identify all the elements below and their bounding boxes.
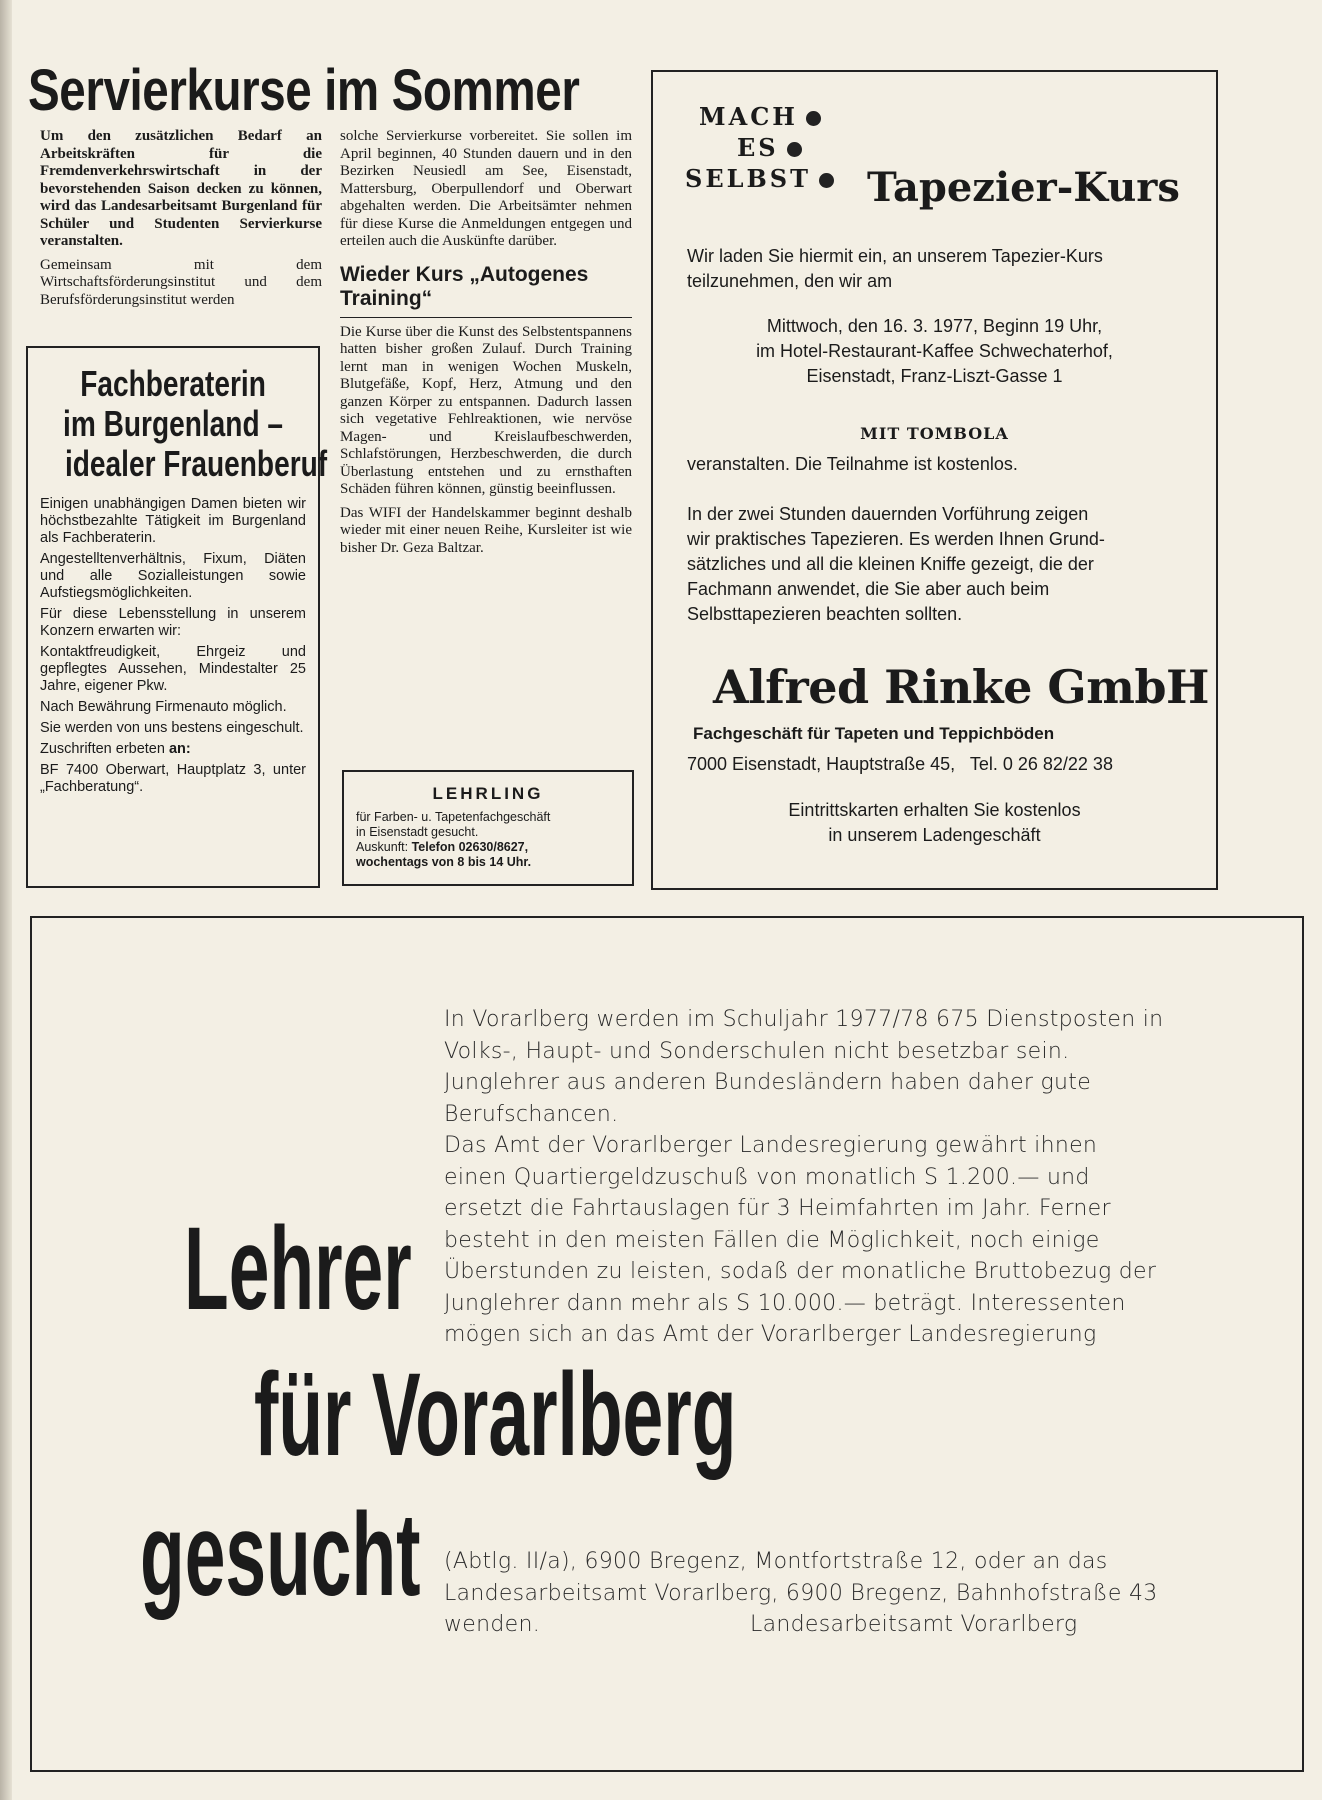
- lehrer-vorarlberg-ad: [30, 916, 1304, 1772]
- fachberaterin-ad: [26, 346, 328, 888]
- tapezier-invite: Wir laden Sie hiermit ein, an unserem Tapezier-Kurs teilzunehmen, den wir am: [687, 246, 1103, 291]
- article-column-2: [340, 128, 632, 563]
- fach-ad-address: BF 7400 Oberwart, Hauptplatz 3, unter „Fachberatung“.: [40, 762, 306, 795]
- article-paragraph: solche Servierkurse vorbereitet. Sie sollen im April beginnen, 40 Stunden dauern und in den Bezirken Neusiedl am See, Eisenstadt, Mattersburg, Oberpullendorf und Oberwart abgehalten werden. Die Arbeitsämter nehmen für diese Kurse die Anmeldungen entgegen und erteilen auch die Auskünfte darüber.: [340, 128, 632, 249]
- article2-paragraph: Die Kurse über die Kunst des Selbstentspannens hatten bisher großen Zulauf. Durch Training lernt man in wenigen Wochen Muskeln, Blutgefäße, Kopf, Herz, Atmung und den ganzen Körper zu entspannen. Dadurch lassen sich vegetative Fehlreaktionen, wie nervöse Magen- und Kreislaufbeschwerden, Schlafstörungen, Herzbeschwerden, die durch Überlastung entstehen und zu ernsthaften Schäden führen können, günstig beeinflussen.: [340, 323, 632, 497]
- fach-ad-title: Fachberaterin im Burgenland – idealer Frauenberuf: [62, 363, 328, 484]
- bullet-icon: [819, 173, 834, 188]
- fach-ad-paragraph: Angestelltenverhältnis, Fixum, Diäten und alle Sozialleistungen sowie Aufstiegsmöglichkeiten.: [40, 551, 306, 601]
- company-tagline: Fachgeschäft für Tapeten und Teppichböden: [693, 724, 1055, 743]
- fach-ad-paragraph: Einigen unabhängigen Damen bieten wir höchstbezahlte Tätigkeit im Burgenland als Fachberaterin.: [40, 496, 306, 546]
- lehrer-contact: (Abtlg. II/a), 6900 Bregenz, Montfortstraße 12, oder an das Landesarbeitsamt Vorarlberg, 6900 Bregenz, Bahnhofstraße 43 wenden. Landesarbeitsamt Vorarlberg: [444, 1549, 1158, 1637]
- article-column-1: [40, 128, 322, 315]
- tapezier-tickets: Eintrittskarten erhalten Sie kostenlos in unserem Ladengeschäft: [788, 800, 1081, 845]
- tapezier-event-details: Mittwoch, den 16. 3. 1977, Beginn 19 Uhr, im Hotel-Restaurant-Kaffee Schwechaterhof, Eisenstadt, Franz-Liszt-Gasse 1: [756, 316, 1113, 386]
- fach-ad-paragraph: Kontaktfreudigkeit, Ehrgeiz und gepflegtes Aussehen, Mindestalter 25 Jahre, eigener Pkw.: [40, 644, 306, 694]
- tapezier-kurs-ad: [651, 70, 1218, 890]
- lehrer-big-1: Lehrer: [184, 1203, 412, 1335]
- lehrling-ad: [342, 770, 634, 886]
- fach-ad-paragraph: Zuschriften erbeten an:: [40, 741, 191, 757]
- company-contact: 7000 Eisenstadt, Hauptstraße 45, Tel. 0 26 82/22 38: [687, 754, 1113, 774]
- lehrling-body: für Farben- u. Tapetenfachgeschäft in Eisenstadt gesucht. Auskunft: Telefon 02630/8627, wochentags von 8 bis 14 Uhr.: [356, 810, 551, 869]
- fach-ad-paragraph: Nach Bewährung Firmenauto möglich.: [40, 699, 287, 715]
- bullet-icon: [806, 111, 821, 126]
- lehrer-body: In Vorarlberg werden im Schuljahr 1977/78 675 Dienstposten in Volks-, Haupt- und Sonderschulen nicht besetzbar sein. Junglehrer aus anderen Bundesländern haben daher gute Berufschancen. Das Amt der Vorarlberger Landesregierung gewährt ihnen einen Quartiergeldzuschuß von monatlich S 1.200.— und ersetzt die Fahrtauslagen für 3 Heimfahrten im Jahr. Ferner besteht in den meisten Fällen die Möglichkeit, noch einige Überstunden zu leisten, sodaß der monatliche Bruttobezug der Junglehrer dann mehr als S 10.000.— beträgt. Interessenten mögen sich an das Amt der Vorarlberger Landesregierung: [444, 1007, 1164, 1347]
- article2-paragraph: Das WIFI der Handelskammer beginnt deshalb wieder mit einer neuen Reihe, Kursleiter ist wie bisher Dr. Geza Baltzar.: [340, 504, 632, 556]
- article2-headline: Wieder Kurs „Autogenes Training“: [340, 263, 632, 318]
- lehrer-signature: Landesarbeitsamt Vorarlberg: [750, 1612, 1078, 1637]
- fach-ad-body: [40, 496, 306, 796]
- bullet-icon: [787, 142, 802, 157]
- mach-es-selbst-block: MACH ES SELBST: [685, 102, 834, 193]
- tapezier-description: In der zwei Stunden dauernden Vorführung zeigen wir praktisches Tapezieren. Es werden Ihnen Grund- sätzliches und all die kleinen Kniffe gezeigt, die der Fachmann anwendet, die Sie aber auch beim Selbsttapezieren beachten sollten.: [687, 504, 1105, 624]
- lehrer-big-2: für Vorarlberg: [254, 1349, 737, 1481]
- fach-ad-paragraph: Für diese Lebensstellung in unserem Konzern erwarten wir:: [40, 606, 306, 639]
- article-paragraph: Gemeinsam mit dem Wirtschaftsförderungsinstitut und dem Berufsförderungsinstitut werden: [40, 256, 322, 308]
- tapezier-free: veranstalten. Die Teilnahme ist kostenlos.: [687, 454, 1018, 474]
- article-lead: Um den zusätzlichen Bedarf an Arbeitskräften für die Fremdenverkehrswirtschaft in der bevorstehenden Saison decken zu können, wird das Landesarbeitsamt Burgenland für Schüler und Studenten Servierkurse veranstalten.: [40, 128, 322, 249]
- page-edge: [0, 0, 12, 1800]
- lehrer-big-3: gesucht: [140, 1489, 421, 1621]
- article-headline: Servierkurse im Sommer: [28, 58, 580, 123]
- company-name: Alfred Rinke GmbH: [713, 660, 1210, 714]
- lehrling-title: LEHRLING: [432, 784, 544, 803]
- tapezier-title: Tapezier-Kurs: [867, 164, 1180, 211]
- fach-ad-paragraph: Sie werden von uns bestens eingeschult.: [40, 720, 304, 736]
- tombola-label: MIT TOMBOLA: [860, 424, 1009, 443]
